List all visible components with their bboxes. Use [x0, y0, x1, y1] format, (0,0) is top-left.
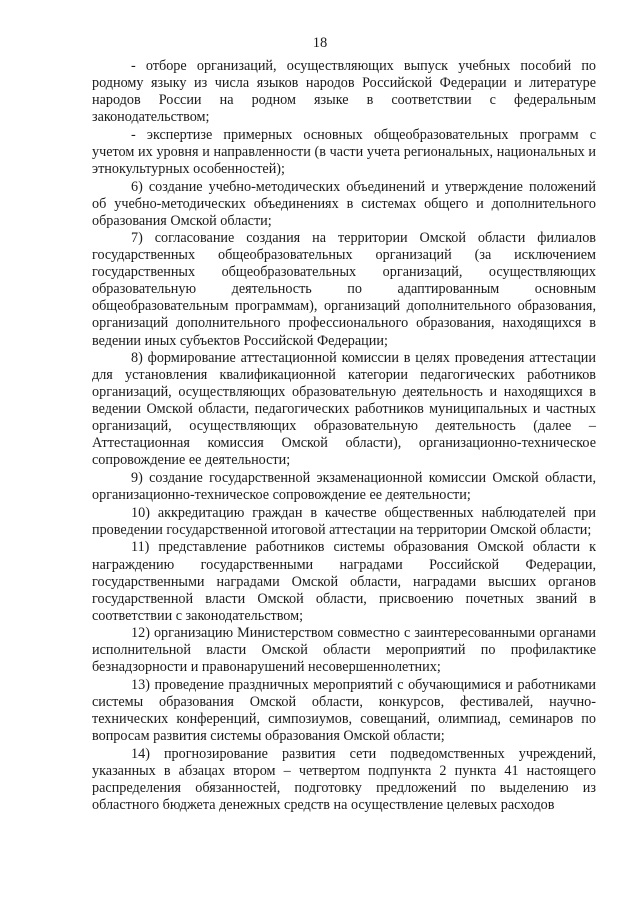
paragraph-item-6: 6) создание учебно-методических объединений и утверждение положений об учебно-методических объединениях в системах общего и дополнительного образования Омской области;	[92, 178, 596, 229]
paragraph-item-11: 11) представление работников системы образования Омской области к награждению государственными наградами Российской Федерации, государственными наградами Омской области, наградами высших органов государственной власти Омской области, присвоению почетных званий в соответствии с законодательством;	[92, 539, 596, 624]
paragraph-publisher-selection: - отборе организаций, осуществляющих выпуск учебных пособий по родному языку из числа языков народов Российской Федерации и литературе народов России на родном языке в соответствии с федеральным законодательством;	[92, 58, 596, 126]
paragraph-item-7: 7) согласование создания на территории Омской области филиалов государственных общеобразовательных организаций (за исключением государственных общеобразовательных организаций, осуществляющих образовательную деятельность по адаптированным основным общеобразовательным программам), организаций дополнительного образования, организаций дополнительного профессионального образования, находящихся в ведении иных субъектов Российской Федерации;	[92, 230, 596, 349]
paragraph-item-12: 12) организацию Министерством совместно с заинтересованными органами исполнительной власти Омской области мероприятий по профилактике безнадзорности и правонарушений несовершеннолетних;	[92, 625, 596, 676]
paragraph-item-8: 8) формирование аттестационной комиссии в целях проведения аттестации для установления квалификационной категории педагогических работников организаций, осуществляющих образовательную деятельность и находящихся в ведении Омской области, педагогических работников муниципальных и частных организаций, осуществляющих образовательную деятельность (далее – Аттестационная комиссия Омской области), организационно-техническое сопровождение ее деятельности;	[92, 350, 596, 469]
paragraph-item-13: 13) проведение праздничных мероприятий с обучающимися и работниками системы образования Омской области, конкурсов, фестивалей, научно-технических конференций, симпозиумов, совещаний, олимпиад, семинаров по вопросам развития системы образования Омской области;	[92, 677, 596, 745]
paragraph-item-14: 14) прогнозирование развития сети подведомственных учреждений, указанных в абзацах втором – четвертом подпункта 2 пункта 41 настоящего распределения обязанностей, подготовку предложений по выделению из областного бюджета денежных средств на осуществление целевых расходов	[92, 745, 596, 813]
document-body	[92, 58, 596, 815]
paragraph-program-expertise: - экспертизе примерных основных общеобразовательных программ с учетом их уровня и направленности (в части учета региональных, национальных и этнокультурных особенностей);	[92, 126, 596, 177]
paragraph-item-10: 10) аккредитацию граждан в качестве общественных наблюдателей при проведении государственной итоговой аттестации на территории Омской области;	[92, 504, 596, 538]
paragraph-item-9: 9) создание государственной экзаменационной комиссии Омской области, организационно-техническое сопровождение ее деятельности;	[92, 470, 596, 504]
page-number: 18	[312, 35, 328, 51]
